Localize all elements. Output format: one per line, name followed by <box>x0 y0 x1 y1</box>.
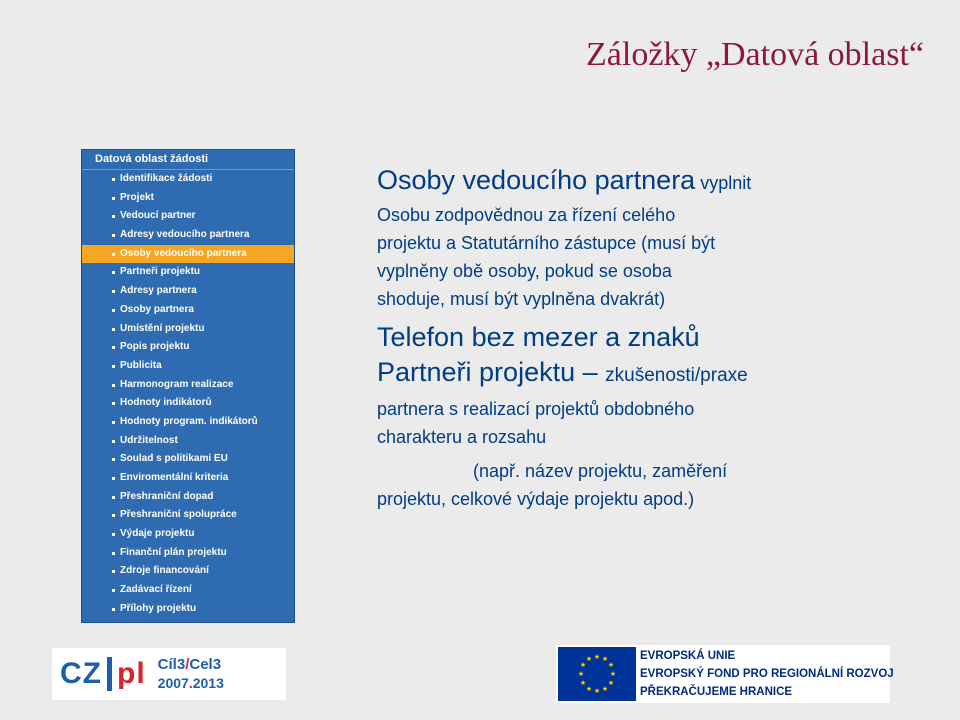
sidebar-item-label: Osoby partnera <box>120 303 194 315</box>
partners-example <box>377 457 847 513</box>
sidebar-item-label: Zdroje financování <box>120 565 209 577</box>
svg-text:★: ★ <box>585 655 593 663</box>
svg-text:★: ★ <box>609 670 617 678</box>
bullet-icon <box>112 271 115 274</box>
logo-program <box>158 656 224 692</box>
eu-text <box>640 645 894 703</box>
sidebar-item[interactable] <box>82 600 294 619</box>
sidebar-item-label: Výdaje projektu <box>120 528 195 540</box>
sidebar-item[interactable] <box>82 469 294 488</box>
description-line: shoduje, musí být vyplněna dvakrát) <box>377 289 666 309</box>
page-title: Záložky „Datová oblast“ <box>586 36 924 73</box>
sidebar-item-label: Enviromentální kriteria <box>120 472 229 483</box>
sidebar-item[interactable] <box>82 338 294 357</box>
sidebar-item[interactable] <box>82 562 294 581</box>
logo-divider <box>107 657 112 691</box>
sidebar-item[interactable] <box>82 450 294 469</box>
heading-project-partners-text: Partneři projektu – <box>377 357 606 387</box>
logo-year-sep: . <box>188 675 193 691</box>
sidebar-item[interactable] <box>82 282 294 301</box>
sidebar-item-label: Osoby vedoucího partnera <box>120 247 247 259</box>
bullet-icon <box>112 178 115 181</box>
example-line: projektu, celkové výdaje projektu apod.) <box>377 489 695 509</box>
sidebar-item[interactable] <box>82 544 294 563</box>
sidebar-item[interactable] <box>82 263 294 282</box>
heading-leader-persons-suffix: vyplnit <box>695 173 752 193</box>
bullet-icon <box>112 496 115 499</box>
svg-text:★: ★ <box>577 670 585 678</box>
sidebar-header: Datová oblast žádosti <box>82 150 294 170</box>
bullet-icon <box>112 234 115 237</box>
sidebar-item[interactable] <box>82 506 294 525</box>
bullet-icon <box>112 402 115 405</box>
sidebar-item[interactable] <box>82 376 294 395</box>
description-line: charakteru a rozsahu <box>377 427 547 447</box>
bullet-icon <box>112 477 115 480</box>
bullet-icon <box>112 552 115 555</box>
sidebar-item[interactable] <box>82 394 294 413</box>
sidebar-item[interactable] <box>82 581 294 600</box>
eu-flag-icon <box>558 647 636 701</box>
sidebar-item[interactable] <box>82 413 294 432</box>
eu-line-union: EVROPSKÁ UNIE <box>640 650 736 662</box>
svg-text:★: ★ <box>585 685 593 693</box>
logo-slash: / <box>185 656 190 673</box>
bullet-icon <box>112 421 115 424</box>
bullet-icon <box>112 570 115 573</box>
bullet-icon <box>112 384 115 387</box>
eu-logo <box>556 645 894 703</box>
sidebar-item-label: Hodnoty program. indikátorů <box>120 415 258 427</box>
heading-leader-persons <box>377 164 847 199</box>
eu-line-fund: EVROPSKÝ FOND PRO REGIONÁLNÍ ROZVOJ <box>640 668 894 680</box>
sidebar-item-label: Adresy vedoucího partnera <box>120 229 250 241</box>
sidebar-item-label: Zadávací řízení <box>120 584 192 596</box>
description-line: vyplněny obě osoby, pokud se osoba <box>377 261 672 281</box>
heading-project-partners <box>377 355 847 393</box>
heading-phone: Telefon bez mezer a znaků <box>377 322 700 352</box>
svg-text:★: ★ <box>607 679 615 687</box>
cz-pl-logo <box>52 648 286 700</box>
sidebar-item[interactable] <box>82 189 294 208</box>
bullet-icon <box>112 290 115 293</box>
sidebar-item[interactable] <box>82 226 294 245</box>
bullet-icon <box>112 608 115 611</box>
partners-description <box>377 395 847 451</box>
description-line: projektu a Statutárního zástupce (musí být <box>377 233 716 253</box>
sidebar-item[interactable] <box>82 488 294 507</box>
bullet-icon <box>112 589 115 592</box>
svg-text:★: ★ <box>601 655 609 663</box>
sidebar-item-label: Vedoucí partner <box>120 210 196 222</box>
bullet-icon <box>112 533 115 536</box>
sidebar-item-label: Adresy partnera <box>120 285 197 297</box>
logo-cz-text: CZ <box>60 657 102 690</box>
sidebar-item[interactable] <box>82 432 294 451</box>
svg-text:★: ★ <box>593 653 601 661</box>
sidebar-item[interactable] <box>82 357 294 376</box>
sidebar-item-label: Publicita <box>120 359 162 371</box>
eu-stars-icon <box>558 647 636 701</box>
bullet-icon <box>112 458 115 461</box>
heading-leader-persons-text: Osoby vedoucího partnera <box>377 165 696 195</box>
sidebar-item-label: Umístění projektu <box>120 322 205 334</box>
sidebar-item-label: Popis projektu <box>120 341 190 353</box>
sidebar-item-label: Projekt <box>120 191 154 203</box>
sidebar-items <box>82 170 294 619</box>
bullet-icon <box>112 215 115 218</box>
leader-persons-description <box>377 201 847 313</box>
sidebar-item[interactable] <box>82 320 294 339</box>
logo-cel3: Cel3 <box>189 656 222 673</box>
sidebar-item-label: Partneři projektu <box>120 266 201 278</box>
bullet-icon <box>112 253 115 256</box>
sidebar-item-label: Identifikace žádosti <box>120 173 213 184</box>
bullet-icon <box>112 346 115 349</box>
logo-cil3: Cíl3 <box>157 656 186 673</box>
svg-text:★: ★ <box>579 679 587 687</box>
sidebar-item[interactable] <box>82 245 294 264</box>
description-line: Osobu zodpovědnou za řízení celého <box>377 205 676 225</box>
description-line: partnera s realizací projektů obdobného <box>377 399 695 419</box>
sidebar-item-label: Udržitelnost <box>120 434 178 446</box>
bullet-icon <box>112 365 115 368</box>
svg-text:★: ★ <box>579 661 587 669</box>
logo-period <box>158 674 224 692</box>
logo-year-start: 2007 <box>157 675 189 691</box>
sidebar-item-label: Harmonogram realizace <box>120 378 234 390</box>
sidebar-item-label: Přeshraniční spolupráce <box>120 509 237 521</box>
sidebar-item[interactable] <box>82 207 294 226</box>
bullet-icon <box>112 197 115 200</box>
sidebar-item-label: Přeshraniční dopad <box>120 490 214 502</box>
heading-project-partners-suffix: zkušenosti/praxe <box>605 365 748 386</box>
sidebar-item-label: Hodnoty indikátorů <box>120 397 212 409</box>
bullet-icon <box>112 514 115 517</box>
bullet-icon <box>112 440 115 443</box>
content <box>377 164 847 513</box>
logo-year-end: 2013 <box>192 675 224 691</box>
sidebar-item[interactable] <box>82 170 294 189</box>
data-area-sidebar <box>81 149 295 623</box>
bullet-icon <box>112 328 115 331</box>
sidebar-item[interactable] <box>82 525 294 544</box>
sidebar-item-label: Přílohy projektu <box>120 602 197 614</box>
bullet-icon <box>112 309 115 312</box>
svg-text:★: ★ <box>607 661 615 669</box>
sidebar-item-label: Finanční plán projektu <box>120 546 227 558</box>
sidebar-item-label: Soulad s politikami EU <box>120 453 228 465</box>
sidebar-item[interactable] <box>82 301 294 320</box>
svg-text:★: ★ <box>601 685 609 693</box>
logo-pl-text: pl <box>117 657 146 690</box>
example-line: (např. název projektu, zaměření <box>473 461 728 481</box>
svg-text:★: ★ <box>593 687 601 695</box>
eu-line-slogan: PŘEKRAČUJEME HRANICE <box>640 686 793 698</box>
logo-program-name <box>158 656 224 674</box>
